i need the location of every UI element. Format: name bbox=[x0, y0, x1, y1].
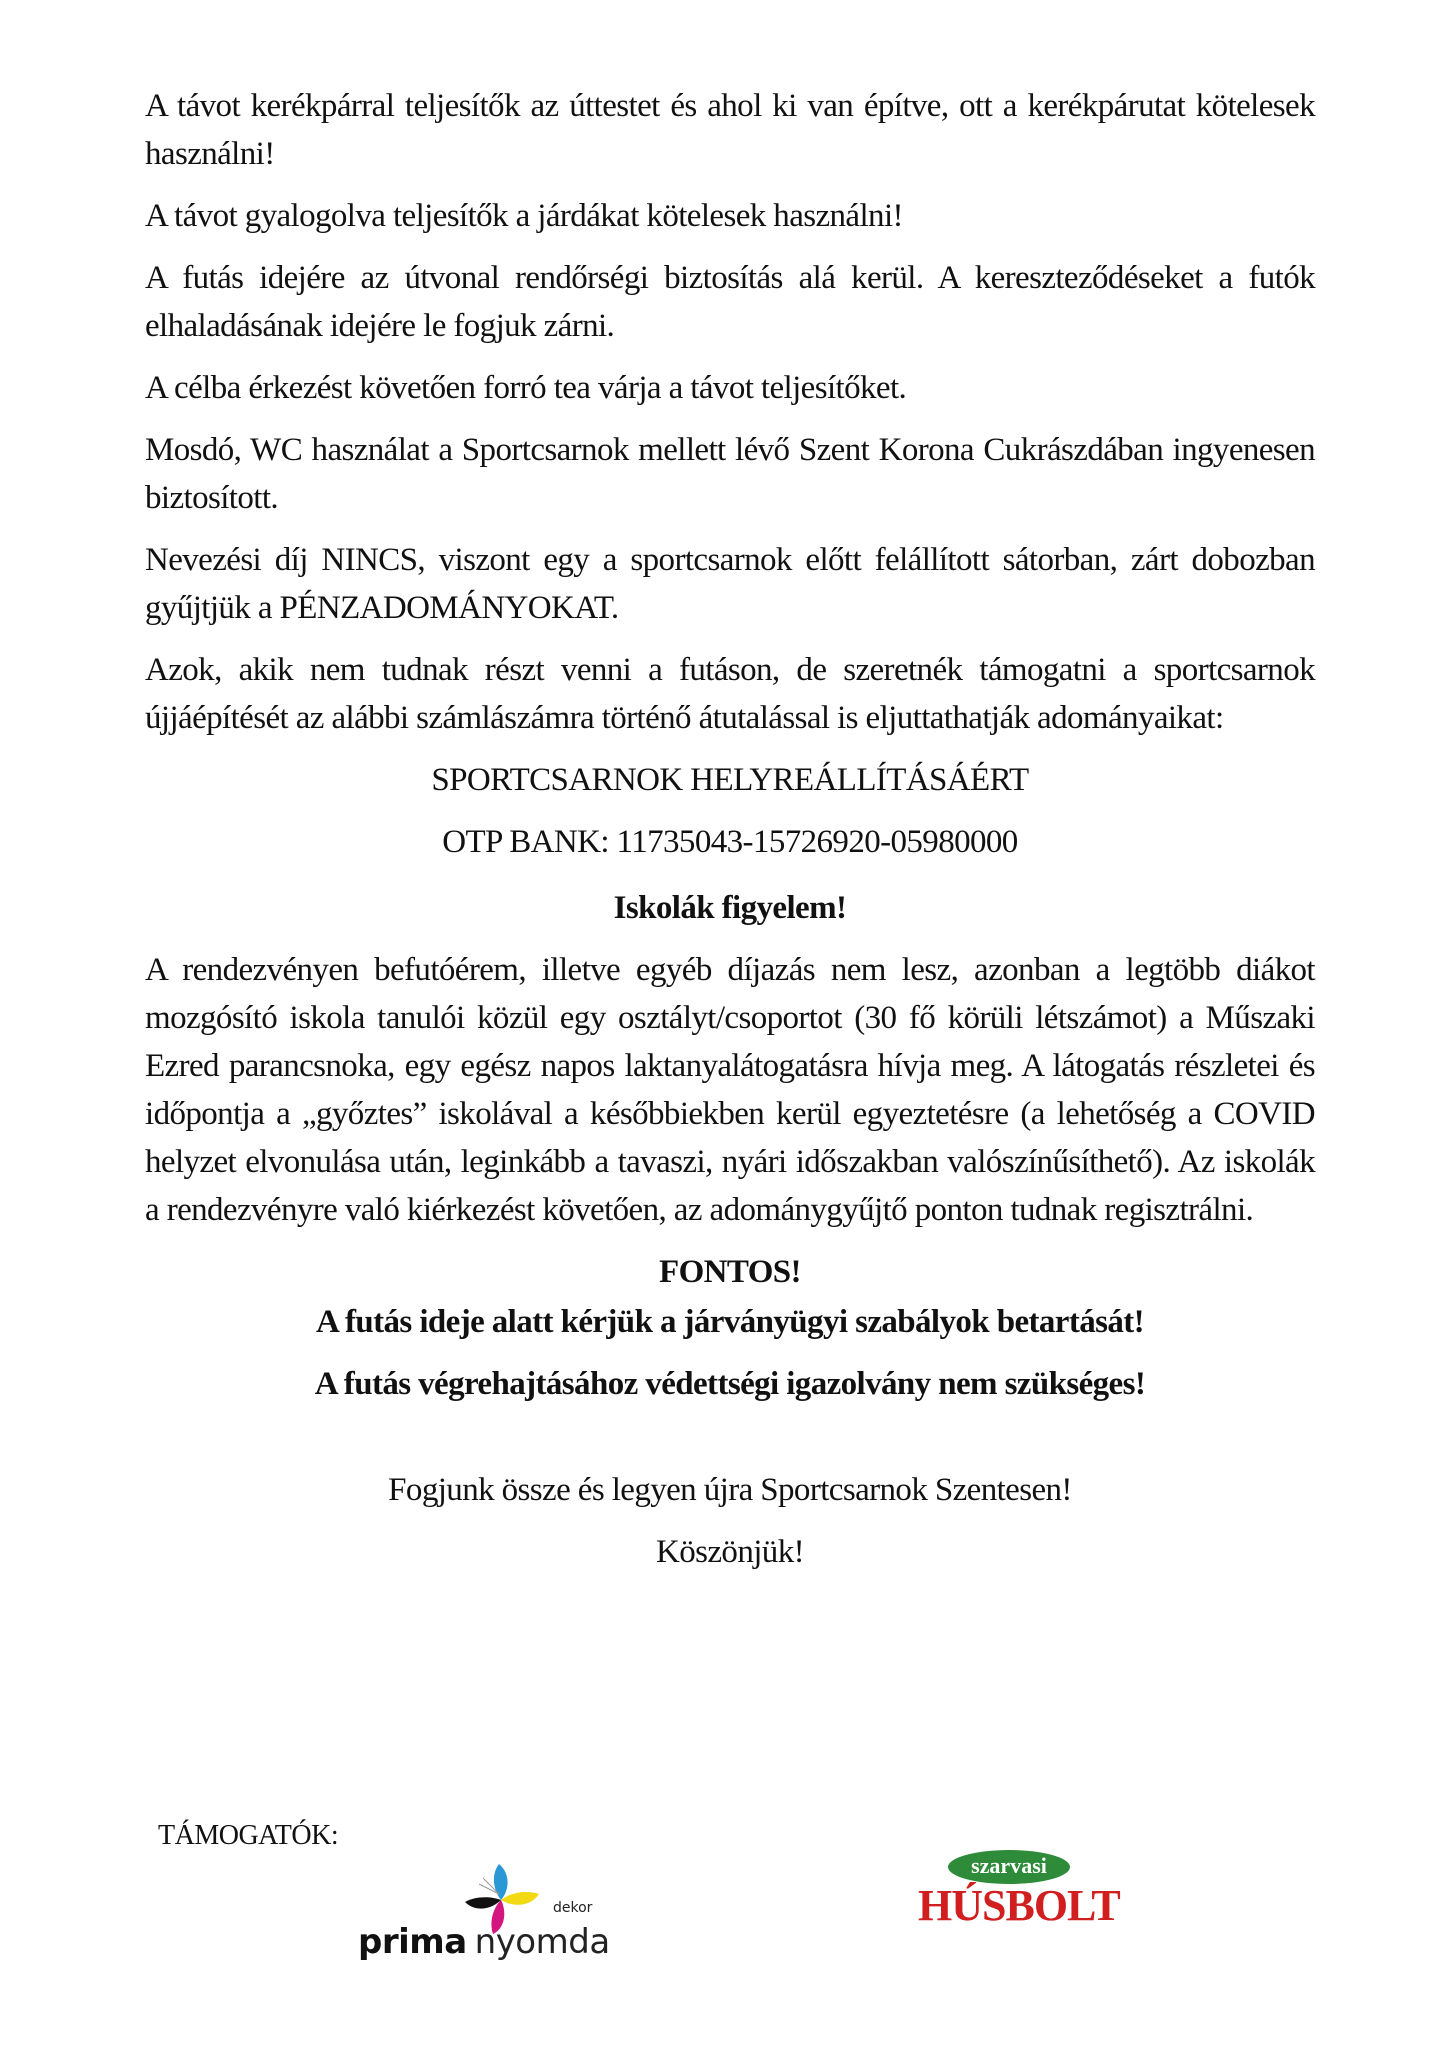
bank-account: OTP BANK: 11735043-15726920-05980000 bbox=[442, 824, 1018, 860]
prima-tagline: dekor bbox=[553, 1900, 593, 1916]
important-heading: FONTOS! bbox=[659, 1254, 801, 1290]
important-line-2: A futás végrehajtásához védettségi igazolvány nem szükséges! bbox=[314, 1366, 1146, 1402]
important-line-1: A futás ideje alatt kérjük a járványügyi szabályok betartását! bbox=[315, 1304, 1145, 1340]
paragraph-walking-rules: A távot gyalogolva teljesítők a járdákat kötelesek használni! bbox=[145, 198, 903, 234]
bank-beneficiary: SPORTCSARNOK HELYREÁLLÍTÁSÁÉRT bbox=[431, 762, 1029, 798]
paragraph-donations: Azok, akik nem tudnak részt venni a futáson, de szeretnék támogatni a sportcsarnok újjáépítését az alábbi számlászámra történő átutalással is eljuttathatják adományaikat: bbox=[145, 652, 1315, 736]
paragraph-cycling-rules: A távot kerékpárral teljesítők az úttestet és ahol ki van építve, ott a kerékpárutat kötelesek használni! bbox=[145, 88, 1315, 172]
document-page bbox=[145, 82, 1315, 1590]
spacer bbox=[145, 1422, 1315, 1466]
paragraph-entry-fee: Nevezési díj NINCS, viszont egy a sportcsarnok előtt felállított sátorban, zárt dobozban gyűjtjük a PÉNZADOMÁNYOKAT. bbox=[145, 542, 1315, 626]
sponsors-label: TÁMOGATÓK: bbox=[158, 1820, 339, 1851]
paragraph-hot-tea: A célba érkezést követően forró tea várja a távot teljesítőket. bbox=[145, 370, 907, 406]
husbolt-oval-badge: szarvasi bbox=[948, 1850, 1070, 1884]
prima-wordmark bbox=[358, 1922, 610, 1962]
schools-paragraph: A rendezvényen befutóérem, illetve egyéb díjazás nem lesz, azonban a legtöbb diákot mozgósító iskola tanulói közül egy osztályt/csoportot (30 fő körüli létszámot) a Műszaki Ezred parancsnoka, egy egész napos laktanyalátogatásra hívja meg. A látogatás részletei és időpontja a „győztes” iskolával a későbbiekben kerül egyeztetésre (a lehetőség a COVID helyzet elvonulása után, leginkább a tavaszi, nyári időszakban valószínűsíthető). Az iskolák a rendezvényre való kiérkezést követően, az adománygyűjtő ponton tudnak regisztrálni. bbox=[145, 952, 1315, 1228]
sponsors-section bbox=[158, 1820, 1358, 2020]
schools-heading: Iskolák figyelem! bbox=[613, 890, 847, 926]
szarvasi-husbolt-logo bbox=[918, 1850, 1118, 1960]
prima-nyomda-logo bbox=[358, 1860, 658, 1970]
husbolt-wordmark: HÚSBOLT bbox=[918, 1881, 1120, 1930]
closing-thanks: Köszönjük! bbox=[656, 1534, 804, 1570]
closing-slogan: Fogjunk össze és legyen újra Sportcsarnok Szentesen! bbox=[388, 1472, 1072, 1508]
paragraph-restroom: Mosdó, WC használat a Sportcsarnok mellett lévő Szent Korona Cukrászdában ingyenesen biztosított. bbox=[145, 432, 1315, 516]
prima-word: prima bbox=[358, 1922, 467, 1962]
paragraph-police-security: A futás idejére az útvonal rendőrségi biztosítás alá kerül. A kereszteződéseket a futók elhaladásának idejére le fogjuk zárni. bbox=[145, 260, 1315, 344]
nyomda-word: nyomda bbox=[474, 1922, 610, 1962]
